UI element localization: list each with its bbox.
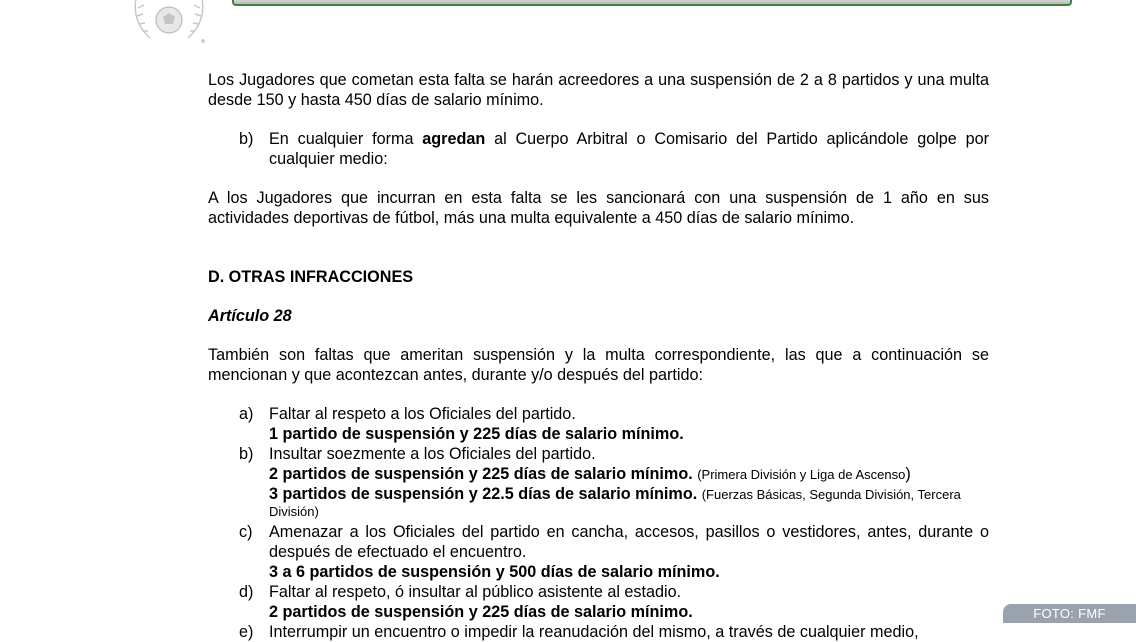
item-description: Interrumpir un encuentro o impedir la reanudación del mismo, a través de cualquier medio,	[269, 623, 919, 641]
item-description: Insultar soezmente a los Oficiales del partido.	[269, 445, 596, 463]
text-part: al Cuerpo Arbitral o Comisario del Partido aplicándole golpe por cualquier medio:	[269, 130, 989, 168]
list-text	[269, 129, 989, 169]
item-description: Amenazar a los Oficiales del partido en cancha, accesos, pasillos o vestidores, antes, durante o después de efectuado el encuentro.	[269, 523, 989, 561]
item-penalty: 2 partidos de suspensión y 225 días de salario mínimo.	[269, 603, 693, 621]
photo-credit-watermark: FOTO: FMF	[1003, 604, 1136, 623]
text-part: En cualquier forma	[269, 130, 423, 148]
document-body	[208, 70, 989, 642]
list-item-d	[208, 582, 989, 622]
list-label: e)	[239, 623, 254, 641]
intro-paragraph: Los Jugadores que cometan esta falta se harán acreedores a una suspensión de 2 a 8 partidos y una multa desde 150 y hasta 450 días de salario mínimo.	[208, 71, 989, 109]
list-label: d)	[239, 583, 254, 601]
list-label: b)	[239, 445, 254, 463]
section-heading: D. OTRAS INFRACCIONES	[208, 268, 414, 286]
list-text	[269, 444, 989, 520]
list-item-c	[208, 522, 989, 582]
list-label: b)	[239, 130, 254, 148]
list-item-b-aggression	[208, 129, 989, 169]
item-penalty: 1 partido de suspensión y 225 días de salario mínimo.	[269, 425, 684, 443]
list-item-e	[208, 622, 989, 642]
item-note: (Fuerzas Básicas, Segunda División, Tercera División)	[269, 487, 961, 519]
list-item-b	[208, 444, 989, 520]
article-title: Artículo 28	[208, 307, 292, 325]
list-text	[269, 582, 989, 622]
list-label: c)	[239, 523, 253, 541]
list-text	[269, 622, 989, 642]
item-description: Faltar al respeto, ó insultar al público asistente al estadio.	[269, 583, 682, 601]
item-note-close: )	[905, 465, 911, 483]
sanction-paragraph: A los Jugadores que incurran en esta falta se les sancionará con una suspensión de 1 año en sus actividades deportivas de fútbol, más una multa equivalente a 450 días de salario mínimo.	[208, 189, 989, 227]
item-penalty-line-1	[269, 464, 989, 485]
federation-logo	[128, 0, 210, 44]
header-bar	[232, 0, 1072, 6]
bold-term: agredan	[422, 130, 486, 148]
list-text	[269, 404, 989, 444]
item-note: (Primera División y Liga de Ascenso	[697, 467, 906, 482]
list-text	[269, 522, 989, 582]
item-penalty: 3 a 6 partidos de suspensión y 500 días de salario mínimo.	[269, 563, 720, 581]
list-label: a)	[239, 405, 254, 423]
item-penalty: 3 partidos de suspensión y 22.5 días de salario mínimo.	[269, 485, 698, 503]
item-penalty: 2 partidos de suspensión y 225 días de salario mínimo.	[269, 465, 693, 483]
item-penalty-line-2	[269, 485, 989, 520]
list-item-a	[208, 404, 989, 444]
item-description: Faltar al respeto a los Oficiales del partido.	[269, 405, 576, 423]
article-intro: También son faltas que ameritan suspensión y la multa correspondiente, las que a continuación se mencionan y que acontezcan antes, durante y/o después del partido:	[208, 346, 989, 384]
